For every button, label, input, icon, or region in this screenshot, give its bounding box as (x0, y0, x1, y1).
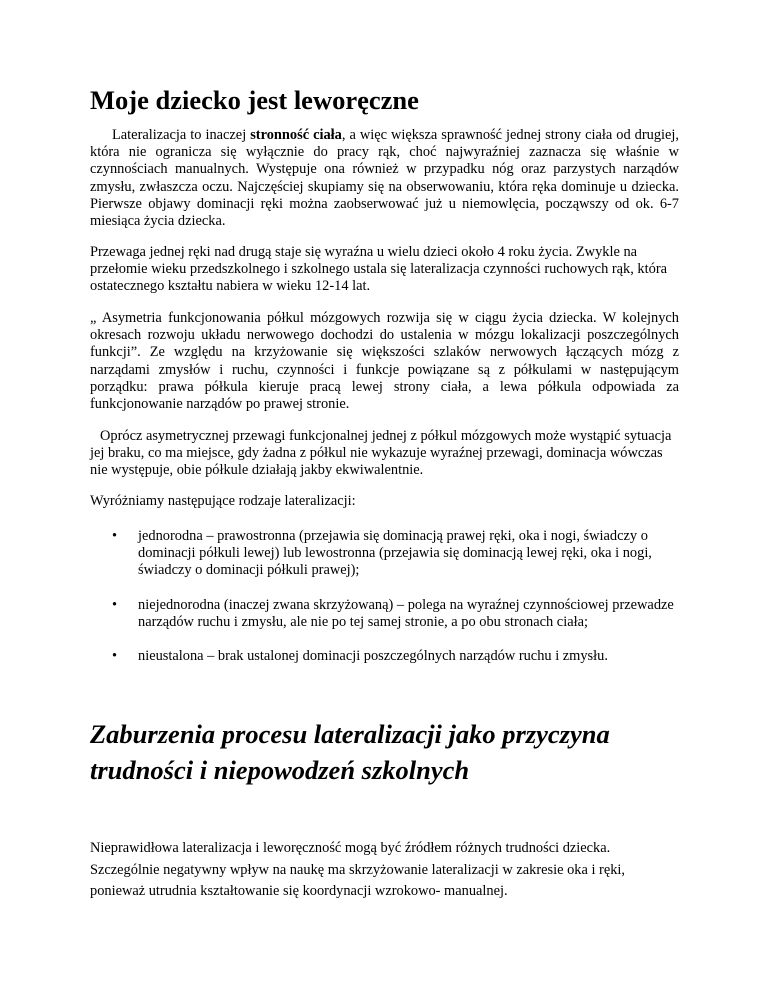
list-item (90, 528, 680, 580)
paragraph-intro (90, 127, 679, 230)
intro-bold-term: stronność ciała (250, 127, 342, 143)
section-heading: Zaburzenia procesu lateralizacji jako przyczyna trudności i niepowodzeń szkolnych (90, 719, 610, 785)
list-item (90, 648, 680, 665)
lateralization-types-list (90, 528, 680, 682)
paragraph-types-intro: Wyróżniamy następujące rodzaje lateralizacji: (90, 493, 356, 509)
intro-text-start: Lateralizacja to inaczej (112, 127, 251, 143)
list-item-text: niejednorodna (inaczej zwana skrzyżowaną) – polega na wyraźnej czynnościowej przewadze narządów ruchu i zmysłu, ale nie po tej samej stronie, a po obu stronach ciała; (138, 596, 674, 630)
paragraph-no-dominance: Oprócz asymetrycznej przewagi funkcjonalnej jednej z półkul mózgowych może wystąpić sytuacja jej braku, co ma miejsce, gdy żadna z półkul nie wykazuje wyraźnej przewagi, dominacja wówczas nie występuje, obie półkule działają jakby ekwiwalentnie. (90, 428, 672, 479)
list-item-text: jednorodna – prawostronna (przejawia się dominacją prawej ręki, oka i nogi, świadczy o dominacji półkuli lewej) lub lewostronna (przejawia się dominacją lewej ręki, oka i nogi, świadczy o dominacji półkuli prawej); (138, 528, 652, 579)
paragraph-consequences: Nieprawidłowa lateralizacja i leworęczność mogą być źródłem różnych trudności dziecka. Szczególnie negatywny wpływ na naukę ma skrzyżowanie lateralizacji w zakresie oka i ręki, ponieważ utrudnia kształtowanie się koordynacji wzrokowo- manualnej. (90, 840, 626, 899)
intro-text-rest: , a więc większa sprawność jednej strony ciała od drugiej, która nie ogranicza się wyłącznie do pracy rąk, choć najwyraźniej zaznacza się właśnie w czynnościach manualnych. Występuje ona również w przypadku nóg oraz parzystych narządów zmysłu, zwłaszcza oczu. Najczęściej skupiamy się na obserwowaniu, która ręka dominuje u dziecka. Pierwsze objawy dominacji ręki można zaobserwować już u niemowlęcia, począwszy od ok. 6-7 miesiąca życia dziecka. (90, 127, 680, 230)
list-item (90, 597, 680, 631)
list-item-text: nieustalona – brak ustalonej dominacji poszczególnych narządów ruchu i zmysłu. (138, 648, 608, 665)
paragraph-hemispheres: „ Asymetria funkcjonowania półkul mózgowych rozwija się w ciągu życia dziecka. W kolejnych okresach rozwoju układu nerwowego dochodzi do ustalenia w mózgu lokalizacji poszczególnych funkcji”. Ze względu na krzyżowanie się większości szlaków nerwowych łączących mózg z narządami zmysłów i ruchu, czynności i funkcje powiązane są z półkulami w następującym porządku: prawa półkula kieruje pracą lewej strony ciała, a lewa półkula odpowiada za funkcjonowanie narządów po prawej stronie. (90, 310, 679, 413)
page-title: Moje dziecko jest leworęczne (90, 85, 419, 115)
bullet-icon: • (112, 528, 118, 544)
bullet-icon: • (112, 648, 118, 665)
paragraph-hand-dominance: Przewaga jednej ręki nad drugą staje się wyraźna u wielu dzieci około 4 roku życia. Zwykle na przełomie wieku przedszkolnego i szkolnego ustala się lateralizacja czynności ruchowych rąk, która ostatecznego kształtu nabiera w wieku 12-14 lat. (90, 244, 667, 295)
bullet-icon: • (112, 596, 118, 613)
